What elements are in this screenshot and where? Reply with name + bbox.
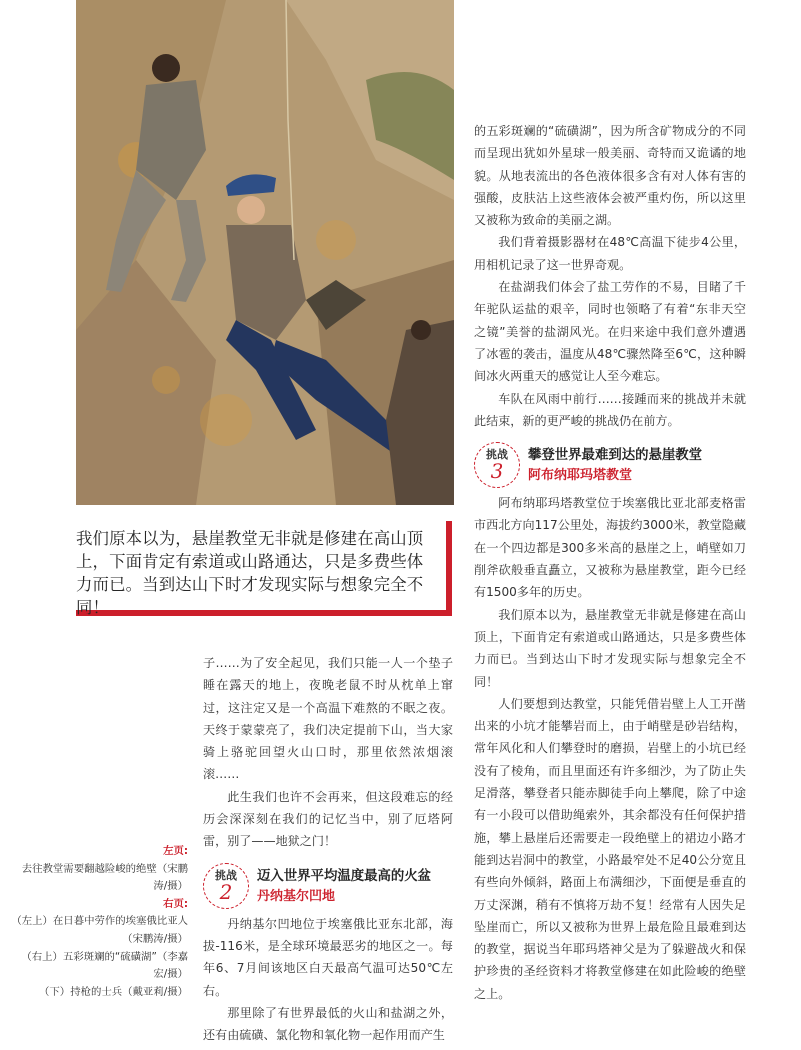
- paragraph: 人们要想到达教堂，只能凭借岩壁上人工开凿出来的小坑才能攀岩而上，由于峭壁是砂岩结构，常年风化和人们攀登时的磨损，岩壁上的小坑已经没有了棱角，而且里面还有许多细沙，为了防止失足滑落，攀登者只能赤脚徒手向上攀爬，除了中途有一小段可以借助绳索外，其余都没有任何保护措施，攀上悬崖后还需要走一段绝壁上的裙边小路才能到达岩洞中的教堂，小路最窄处不足40公分宽且有些向外倾斜，路面上布满细沙，下面便是垂直的万丈深渊，稍有不慎将万劫不复！经常有人因失足坠崖而亡，所以又被称为世界上最危险且最难到达的教堂，据说当年耶玛塔神父是为了躲避战火和保护珍贵的圣经资料才将教堂修建在如此险峻的绝壁之上。: [474, 696, 746, 1001]
- challenge-badge: [203, 863, 249, 909]
- caption-label-left: 左页:: [163, 845, 188, 857]
- photo-caption: [10, 843, 188, 1001]
- caption-text: 去往教堂需要翻越险峻的绝壁（宋鹏涛/摄）: [21, 862, 188, 893]
- section-subtitle: 阿布纳耶玛塔教堂: [528, 468, 633, 484]
- paragraph: 那里除了有世界最低的火山和盐湖之外，还有由硫磺、氯化物和氧化物一起作用而产生: [203, 1005, 453, 1043]
- paragraph: 车队在风雨中前行……接踵而来的挑战并未就此结束，新的更严峻的挑战仍在前方。: [474, 391, 746, 428]
- middle-column: [203, 652, 453, 1046]
- badge-label: 挑战: [486, 448, 508, 462]
- pull-quote-text: 我们原本以为，悬崖教堂无非就是修建在高山顶上，下面肯定有索道或山路通达，只是多费些体力而已。当到达山下时才发现实际与想象完全不同！: [76, 529, 424, 617]
- caption-text: （左上）在日暮中劳作的埃塞俄比亚人（宋鹏涛/摄）: [11, 915, 188, 945]
- caption-text: （右上）五彩斑斓的“硫磺湖”（李嘉宏/摄）: [21, 950, 188, 981]
- caption-text: （下）持枪的士兵（戴亚莉/摄）: [39, 985, 188, 998]
- challenge-3-heading: [474, 442, 746, 488]
- challenge-badge: [474, 442, 520, 488]
- paragraph: 子……为了安全起见，我们只能一人一个垫子睡在露天的地上，夜晚老鼠不时从枕单上窜过，这注定又是一个高温下难熬的不眠之夜。天终于蒙蒙亮了，我们决定提前下山，当大家骑上骆驼回望火山口时，那里依然浓烟滚滚……: [203, 656, 453, 782]
- paragraph: 在盐湖我们体会了盐工劳作的不易，目睹了千年驼队运盐的艰辛，同时也领略了有着“东非天空之镜”美誉的盐湖风光。在归来途中我们意外遭遇了冰雹的袭击，温度从48℃骤然降至6℃，这种瞬间冰火两重天的感觉让人至今难忘。: [474, 280, 746, 384]
- badge-number: 3: [490, 459, 504, 484]
- paragraph: 的五彩斑斓的“硫磺湖”，因为所含矿物成分的不同而呈现出犹如外星球一般美丽、奇特而又诡谲的地貌。从地表流出的各色液体很多含有对人体有害的强酸，皮肤沾上这些液体会被严重灼伤，所以这里又被称为致命的美丽之湖。: [474, 124, 746, 228]
- caption-label-right: 右页:: [163, 897, 188, 910]
- badge-label: 挑战: [215, 868, 237, 882]
- paragraph: 我们原本以为，悬崖教堂无非就是修建在高山顶上，下面肯定有索道或山路通达，只是多费些体力而已。当到达山下时才发现实际与想象完全不同！: [474, 607, 746, 689]
- paragraph: 此生我们也许不会再来，但这段难忘的经历会深深刻在我们的记忆当中，别了厄塔阿雷，别了——地狱之门！: [203, 789, 453, 849]
- challenge-2-heading: [203, 863, 453, 909]
- paragraph: 阿布纳耶玛塔教堂位于埃塞俄比亚北部麦格雷市西北方向117公里处，海拔约3000米，教堂隐藏在一个四边都是300多米高的悬崖之上，峭壁如刀削斧砍般垂直矗立，又被称为悬崖教堂，距今已经有1500多年的历史。: [474, 496, 746, 600]
- right-column: [474, 120, 746, 1005]
- section-title: 迈入世界平均温度最高的火盆: [257, 868, 432, 884]
- section-title: 攀登世界最难到达的悬崖教堂: [528, 448, 703, 464]
- paragraph: 我们背着摄影器材在48℃高温下徒步4公里，用相机记录了这一世界奇观。: [474, 235, 746, 272]
- cliff-photo: [76, 0, 454, 505]
- section-subtitle: 丹纳基尔凹地: [257, 888, 336, 904]
- pull-quote: [76, 521, 452, 616]
- cliff-illustration: [76, 0, 454, 505]
- paragraph: 丹纳基尔凹地位于埃塞俄比亚东北部，海拔-116米，是全球环境最恶劣的地区之一。每年6、7月间该地区白天最高气温可达50℃左右。: [203, 916, 453, 998]
- badge-number: 2: [219, 879, 233, 904]
